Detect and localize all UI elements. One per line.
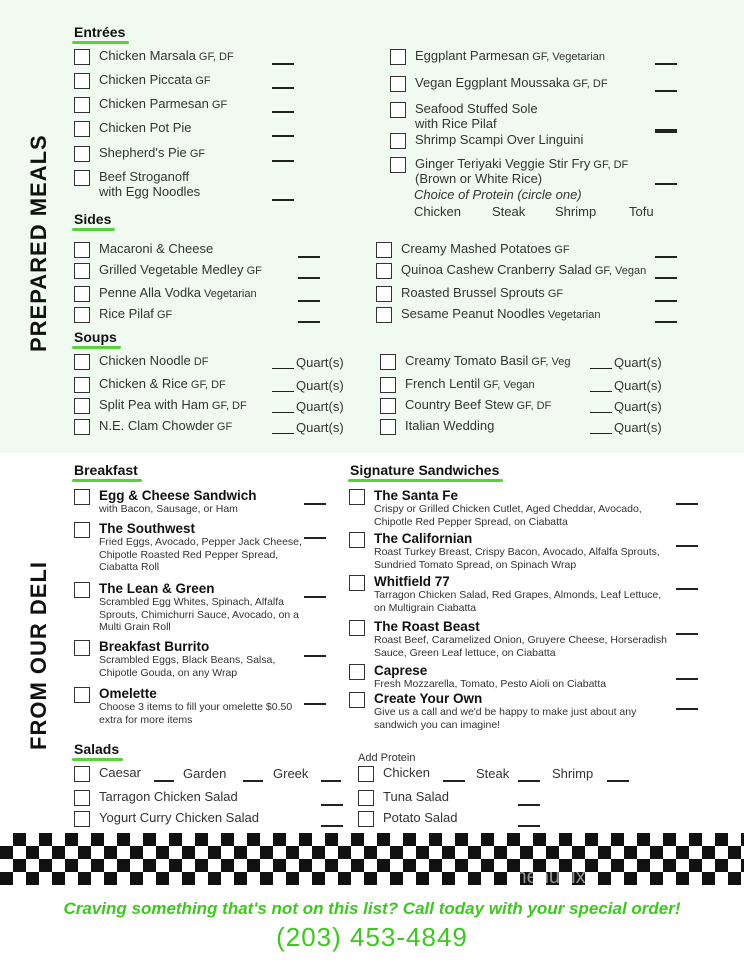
item-name: Italian Wedding — [405, 418, 495, 433]
checkbox[interactable] — [74, 640, 90, 656]
sides-left-item[interactable] — [74, 242, 213, 258]
item-text — [99, 687, 304, 726]
checkbox[interactable] — [390, 157, 406, 173]
item-text — [99, 307, 172, 322]
breakfast-item[interactable] — [74, 640, 304, 679]
checkbox[interactable] — [358, 766, 374, 782]
checkbox[interactable] — [74, 522, 90, 538]
item-name: The Roast Beast — [374, 619, 480, 634]
salad-protein-chicken-label: Chicken — [383, 765, 430, 780]
quart-label: Quart(s) — [296, 420, 344, 435]
quart-label: Quart(s) — [296, 399, 344, 414]
checkbox[interactable] — [74, 354, 90, 370]
add-protein-label: Add Protein — [358, 752, 416, 764]
entrees-right-item[interactable] — [390, 49, 605, 65]
section-soups: Soups — [74, 329, 117, 345]
checkbox[interactable] — [390, 76, 406, 92]
salad-tuna-label: Tuna Salad — [383, 789, 450, 804]
item-name: Split Pea with Ham — [99, 397, 209, 412]
write-in-blank[interactable] — [676, 708, 698, 710]
item-description: Roast Beef, Caramelized Onion, Gruyere Cheese, Horseradish Sauce, Green Leaf lettuce, on Ciabatta — [374, 634, 667, 659]
salad-greek-blank[interactable] — [321, 780, 341, 782]
item-name: The Lean & Green — [99, 581, 215, 596]
sandwiches-item[interactable] — [349, 620, 674, 659]
item-name: Breakfast Burrito — [99, 639, 210, 654]
section-signature-sandwiches: Signature Sandwiches — [350, 462, 500, 478]
item-name: The Santa Fe — [374, 488, 459, 503]
sandwiches-item[interactable] — [349, 532, 674, 571]
checkbox[interactable] — [74, 170, 90, 186]
quart-field[interactable] — [590, 378, 662, 393]
item-description: Give us a call and we'd be happy to make just about any sandwich you can imagine! — [374, 706, 637, 731]
item-text — [99, 522, 304, 574]
dietary-tag: GF, Veg — [528, 356, 571, 368]
write-in-blank[interactable] — [655, 256, 677, 258]
item-subtext: with Egg Noodles — [99, 184, 201, 199]
item-description: Roast Turkey Breast, Crispy Bacon, Avocado, Alfalfa Sprouts, Sundried Tomato Spread, on Spinach Wrap — [374, 546, 660, 571]
soups-left-item[interactable] — [74, 354, 209, 370]
checkbox[interactable] — [74, 489, 90, 505]
item-text — [405, 354, 571, 369]
entrees-right-item[interactable] — [390, 76, 608, 92]
item-name: Macaroni & Cheese — [99, 241, 214, 256]
section-breakfast: Breakfast — [74, 462, 138, 478]
item-text — [374, 664, 674, 691]
watermark: menupix — [510, 866, 586, 888]
item-text — [99, 377, 226, 392]
quart-blank[interactable] — [590, 412, 612, 413]
soups-left-item[interactable] — [74, 377, 226, 393]
item-text — [99, 419, 232, 434]
write-in-blank[interactable] — [304, 537, 326, 539]
salad-caesar-label: Caesar — [99, 765, 141, 780]
section-entrees: Entrées — [74, 24, 126, 40]
checkbox[interactable] — [349, 692, 365, 708]
quart-blank[interactable] — [272, 433, 294, 434]
checkbox[interactable] — [390, 102, 406, 118]
item-name: Vegan Eggplant Moussaka — [415, 75, 570, 90]
item-name: Chicken Piccata — [99, 72, 193, 87]
item-subtext: (Brown or White Rice) — [415, 171, 543, 186]
checkbox[interactable] — [358, 811, 374, 827]
quart-field[interactable] — [272, 378, 344, 393]
item-name: Seafood Stuffed Sole — [415, 101, 538, 116]
checkbox[interactable] — [358, 790, 374, 806]
write-in-blank[interactable] — [272, 199, 294, 201]
item-text — [99, 398, 247, 413]
salad-protein-shrimp-blank[interactable] — [607, 780, 629, 782]
quart-field[interactable] — [590, 355, 662, 370]
salad-curry-item[interactable] — [74, 811, 259, 827]
item-text — [401, 242, 570, 257]
checkbox[interactable] — [376, 263, 392, 279]
checkbox[interactable] — [74, 49, 90, 65]
quart-field[interactable] — [590, 399, 662, 414]
item-description: Scrambled Eggs, Black Beans, Salsa, Chipotle Gouda, on any Wrap — [99, 654, 276, 679]
item-name: Penne Alla Vodka — [99, 285, 201, 300]
checkbox[interactable] — [349, 532, 365, 548]
dietary-tag: GF — [208, 99, 228, 111]
write-in-blank[interactable] — [272, 111, 294, 113]
item-text — [99, 97, 227, 112]
item-name: Egg & Cheese Sandwich — [99, 488, 257, 503]
salad-protein-chicken-blank[interactable] — [443, 780, 465, 782]
breakfast-item[interactable] — [74, 522, 304, 574]
salad-garden-label: Garden — [183, 766, 227, 781]
dietary-tag: Vegetarian — [200, 288, 257, 300]
item-name: Chicken & Rice — [99, 376, 188, 391]
dietary-tag: GF, DF — [195, 51, 234, 63]
soups-left-item[interactable] — [74, 398, 247, 414]
salad-protein-steak-blank[interactable] — [518, 780, 540, 782]
quart-label: Quart(s) — [614, 355, 662, 370]
item-name: Shrimp Scampi Over Linguini — [415, 132, 584, 147]
footer-tagline: Craving something that's not on this list? Call today with your special order! — [63, 899, 681, 918]
item-text — [99, 354, 209, 369]
checkbox[interactable] — [349, 620, 365, 636]
sides-left-item[interactable] — [74, 307, 172, 323]
breakfast-item[interactable] — [74, 582, 304, 634]
sides-right-item[interactable] — [376, 286, 563, 302]
dietary-tag: Vegetarian — [544, 309, 601, 321]
quart-field[interactable] — [590, 420, 662, 435]
checkbox[interactable] — [380, 419, 396, 435]
checkbox[interactable] — [74, 398, 90, 414]
item-name: The Southwest — [99, 521, 196, 536]
sides-right-item[interactable] — [376, 263, 646, 279]
item-name: Omelette — [99, 686, 157, 701]
dietary-tag: GF — [551, 244, 570, 256]
item-subtext: with Rice Pilaf — [415, 116, 497, 131]
salad-curry-label: Yogurt Curry Chicken Salad — [99, 810, 259, 825]
item-text — [401, 263, 646, 278]
checkbox[interactable] — [74, 582, 90, 598]
item-text — [374, 532, 674, 571]
checkbox[interactable] — [380, 398, 396, 414]
write-in-blank[interactable] — [304, 596, 326, 598]
item-text — [415, 102, 538, 131]
salad-protein-chicken-item[interactable] — [358, 766, 430, 782]
item-text — [99, 146, 205, 161]
quart-blank[interactable] — [590, 391, 612, 392]
dietary-tag: GF — [243, 265, 262, 277]
item-name: Creamy Tomato Basil — [405, 353, 529, 368]
item-text — [99, 73, 211, 88]
write-in-blank[interactable] — [304, 503, 326, 505]
dietary-tag: GF, DF — [590, 159, 629, 171]
from-our-deli-title: FROM OUR DELI — [26, 561, 51, 750]
soups-right-item[interactable] — [380, 377, 535, 393]
quart-label: Quart(s) — [296, 378, 344, 393]
quart-blank[interactable] — [272, 412, 294, 413]
item-text — [374, 575, 674, 614]
salad-curry-blank[interactable] — [321, 825, 343, 827]
item-text — [405, 398, 551, 413]
checkbox[interactable] — [349, 575, 365, 591]
item-name: N.E. Clam Chowder — [99, 418, 214, 433]
entrees-left-item[interactable] — [74, 170, 200, 199]
item-name: Chicken Noodle — [99, 353, 191, 368]
quart-blank[interactable] — [590, 368, 612, 369]
item-text — [99, 49, 234, 64]
checkbox[interactable] — [74, 73, 90, 89]
item-description: Choose 3 items to fill your omelette $0.50 extra for more items — [99, 701, 293, 726]
breakfast-item[interactable] — [74, 489, 304, 516]
write-in-blank[interactable] — [676, 588, 698, 590]
item-description: Fresh Mozzarella, Tomato, Pesto Aioli on Ciabatta — [374, 678, 607, 690]
item-name: Ginger Teriyaki Veggie Stir Fry — [415, 156, 591, 171]
checkbox[interactable] — [74, 419, 90, 435]
section-sides: Sides — [74, 211, 112, 227]
checkbox[interactable] — [74, 242, 90, 258]
item-description: Crispy or Grilled Chicken Cutlet, Aged Cheddar, Avocado, Chipotle Red Pepper Spread, on Ciabatta — [374, 503, 642, 528]
salad-garden-blank[interactable] — [243, 780, 263, 782]
item-text — [401, 286, 563, 301]
item-name: Chicken Marsala — [99, 48, 196, 63]
entrees-right-item[interactable] — [390, 157, 628, 186]
dietary-tag: GF, DF — [569, 78, 608, 90]
write-in-blank[interactable] — [655, 321, 677, 323]
checkbox[interactable] — [390, 49, 406, 65]
salad-potato-blank[interactable] — [518, 825, 540, 827]
item-text — [405, 419, 494, 434]
checkered-border — [0, 833, 744, 885]
protein-option-shrimp[interactable]: Shrimp — [555, 204, 597, 219]
salad-tarragon-item[interactable] — [74, 790, 238, 806]
checkbox[interactable] — [74, 766, 90, 782]
item-text — [99, 640, 304, 679]
item-text — [99, 286, 257, 301]
quart-blank[interactable] — [272, 368, 294, 369]
entrees-left-item[interactable] — [74, 146, 205, 162]
checkbox[interactable] — [74, 263, 90, 279]
soups-left-item[interactable] — [74, 419, 232, 435]
dietary-tag: GF — [186, 148, 206, 160]
protein-choice-label: Choice of Protein (circle one) — [414, 187, 582, 202]
write-in-blank[interactable] — [655, 300, 677, 302]
item-name: Sesame Peanut Noodles — [401, 306, 545, 321]
salad-tuna-item[interactable] — [358, 790, 449, 806]
dietary-tag: GF, DF — [513, 400, 552, 412]
quart-field[interactable] — [272, 399, 344, 414]
quart-field[interactable] — [272, 420, 344, 435]
quart-label: Quart(s) — [614, 378, 662, 393]
item-text — [415, 49, 605, 64]
salad-greek-label: Greek — [273, 766, 309, 781]
prepared-meals-title: PREPARED MEALS — [26, 134, 51, 352]
dietary-tag: GF — [153, 309, 173, 321]
item-text — [374, 489, 674, 528]
protein-option-steak[interactable]: Steak — [492, 204, 526, 219]
item-text — [99, 170, 200, 199]
write-in-blank[interactable] — [655, 131, 677, 133]
write-in-blank[interactable] — [298, 277, 320, 279]
salad-caesar-item[interactable] — [74, 766, 141, 782]
quart-blank[interactable] — [272, 391, 294, 392]
item-text — [99, 582, 304, 634]
item-name: Shepherd's Pie — [99, 145, 187, 160]
salad-potato-item[interactable] — [358, 811, 457, 827]
checkbox[interactable] — [74, 307, 90, 323]
item-name: Beef Stroganoff — [99, 169, 190, 184]
soups-right-item[interactable] — [380, 398, 551, 414]
dietary-tag: GF, DF — [208, 400, 247, 412]
write-in-blank[interactable] — [272, 63, 294, 65]
entrees-left-item[interactable] — [74, 73, 211, 89]
sides-right-item[interactable] — [376, 307, 600, 323]
salad-tarragon-label: Tarragon Chicken Salad — [99, 789, 238, 804]
item-description: Tarragon Chicken Salad, Red Grapes, Almonds, Leaf Lettuce, on Multigrain Ciabatta — [374, 589, 662, 614]
checkbox[interactable] — [376, 242, 392, 258]
entrees-left-item[interactable] — [74, 49, 234, 65]
item-description: Scrambled Egg Whites, Spinach, Alfalfa Sprouts, Chimichurri Sauce, Avocado, on a Multi Grain Roll — [99, 596, 299, 633]
checkbox[interactable] — [349, 664, 365, 680]
item-name: Caprese — [374, 663, 428, 678]
item-name: Country Beef Stew — [405, 397, 514, 412]
quart-label: Quart(s) — [614, 420, 662, 435]
sides-left-item[interactable] — [74, 286, 257, 302]
item-name: Chicken Pot Pie — [99, 120, 192, 135]
quart-blank[interactable] — [590, 433, 612, 434]
dietary-tag: GF — [544, 288, 564, 300]
item-text — [415, 133, 583, 148]
dietary-tag: DF — [190, 356, 209, 368]
checkbox[interactable] — [380, 377, 396, 393]
salad-tarragon-blank[interactable] — [321, 804, 343, 806]
item-text — [99, 121, 192, 136]
quart-label: Quart(s) — [296, 355, 344, 370]
item-name: Eggplant Parmesan — [415, 48, 530, 63]
sandwiches-item[interactable] — [349, 575, 674, 614]
checkbox[interactable] — [74, 811, 90, 827]
entrees-left-item[interactable] — [74, 97, 227, 113]
item-name: Creamy Mashed Potatoes — [401, 241, 552, 256]
dietary-tag: GF, DF — [187, 379, 226, 391]
item-description: Fried Eggs, Avocado, Pepper Jack Cheese, Chipotle Roasted Red Pepper Spread, Ciabatta Roll — [99, 536, 302, 573]
checkbox[interactable] — [74, 687, 90, 703]
checkbox[interactable] — [349, 489, 365, 505]
sandwiches-item[interactable] — [349, 664, 674, 691]
dietary-tag: GF, Vegan — [480, 379, 535, 391]
sandwiches-item[interactable] — [349, 692, 674, 731]
protein-option-tofu[interactable]: Tofu — [629, 204, 654, 219]
checkbox[interactable] — [376, 286, 392, 302]
write-in-blank[interactable] — [676, 503, 698, 505]
entrees-right-item[interactable] — [390, 133, 583, 149]
breakfast-item[interactable] — [74, 687, 304, 726]
salad-protein-steak-label: Steak — [476, 766, 510, 781]
item-name: Create Your Own — [374, 691, 483, 706]
item-text — [415, 76, 608, 91]
item-name: Whitfield 77 — [374, 574, 450, 589]
item-name: Rice Pilaf — [99, 306, 154, 321]
salad-caesar-blank[interactable] — [154, 780, 174, 782]
soups-right-item[interactable] — [380, 419, 494, 435]
checkbox[interactable] — [74, 97, 90, 113]
dietary-tag: GF — [213, 421, 233, 433]
item-name: Quinoa Cashew Cranberry Salad — [401, 262, 592, 277]
checkbox[interactable] — [74, 790, 90, 806]
checkbox[interactable] — [74, 286, 90, 302]
checkbox[interactable] — [376, 307, 392, 323]
quart-label: Quart(s) — [614, 399, 662, 414]
protein-option-chicken[interactable]: Chicken — [414, 204, 461, 219]
item-text — [99, 242, 213, 257]
item-name: Chicken Parmesan — [99, 96, 209, 111]
sides-left-item[interactable] — [74, 263, 262, 279]
write-in-blank[interactable] — [304, 703, 326, 705]
salad-tuna-blank[interactable] — [518, 804, 540, 806]
write-in-blank[interactable] — [298, 256, 320, 258]
entrees-left-item[interactable] — [74, 121, 192, 137]
write-in-blank[interactable] — [655, 183, 677, 185]
item-text — [415, 157, 628, 186]
checkbox[interactable] — [74, 377, 90, 393]
write-in-blank[interactable] — [298, 300, 320, 302]
write-in-blank[interactable] — [655, 277, 677, 279]
checkbox[interactable] — [390, 133, 406, 149]
item-text — [374, 620, 674, 659]
sandwiches-item[interactable] — [349, 489, 674, 528]
write-in-blank[interactable] — [676, 633, 698, 635]
write-in-blank[interactable] — [304, 655, 326, 657]
write-in-blank[interactable] — [298, 321, 320, 323]
checkbox[interactable] — [74, 146, 90, 162]
section-salads: Salads — [74, 741, 120, 757]
entrees-right-item[interactable] — [390, 102, 538, 131]
dietary-tag: GF — [192, 75, 211, 87]
write-in-blank[interactable] — [676, 545, 698, 547]
soups-right-item[interactable] — [380, 354, 571, 370]
item-text — [99, 263, 262, 278]
item-text — [99, 489, 304, 516]
item-text — [374, 692, 674, 731]
write-in-blank[interactable] — [272, 87, 294, 89]
item-description: with Bacon, Sausage, or Ham — [99, 503, 238, 515]
write-in-blank[interactable] — [272, 160, 294, 162]
item-name: Grilled Vegetable Medley — [99, 262, 244, 277]
item-text — [401, 307, 600, 322]
sides-right-item[interactable] — [376, 242, 570, 258]
write-in-blank[interactable] — [655, 90, 677, 92]
footer-phone[interactable]: (203) 453-4849 — [276, 922, 468, 952]
write-in-blank[interactable] — [272, 135, 294, 137]
item-text — [405, 377, 535, 392]
write-in-blank[interactable] — [676, 678, 698, 680]
salad-protein-shrimp-label: Shrimp — [552, 766, 594, 781]
checkbox[interactable] — [380, 354, 396, 370]
salad-potato-label: Potato Salad — [383, 810, 458, 825]
item-name: The Californian — [374, 531, 473, 546]
dietary-tag: GF, Vegan — [591, 265, 647, 277]
dietary-tag: GF, Vegetarian — [529, 51, 606, 63]
quart-field[interactable] — [272, 355, 344, 370]
item-name: Roasted Brussel Sprouts — [401, 285, 545, 300]
checkbox[interactable] — [74, 121, 90, 137]
item-name: French Lentil — [405, 376, 481, 391]
write-in-blank[interactable] — [655, 63, 677, 65]
